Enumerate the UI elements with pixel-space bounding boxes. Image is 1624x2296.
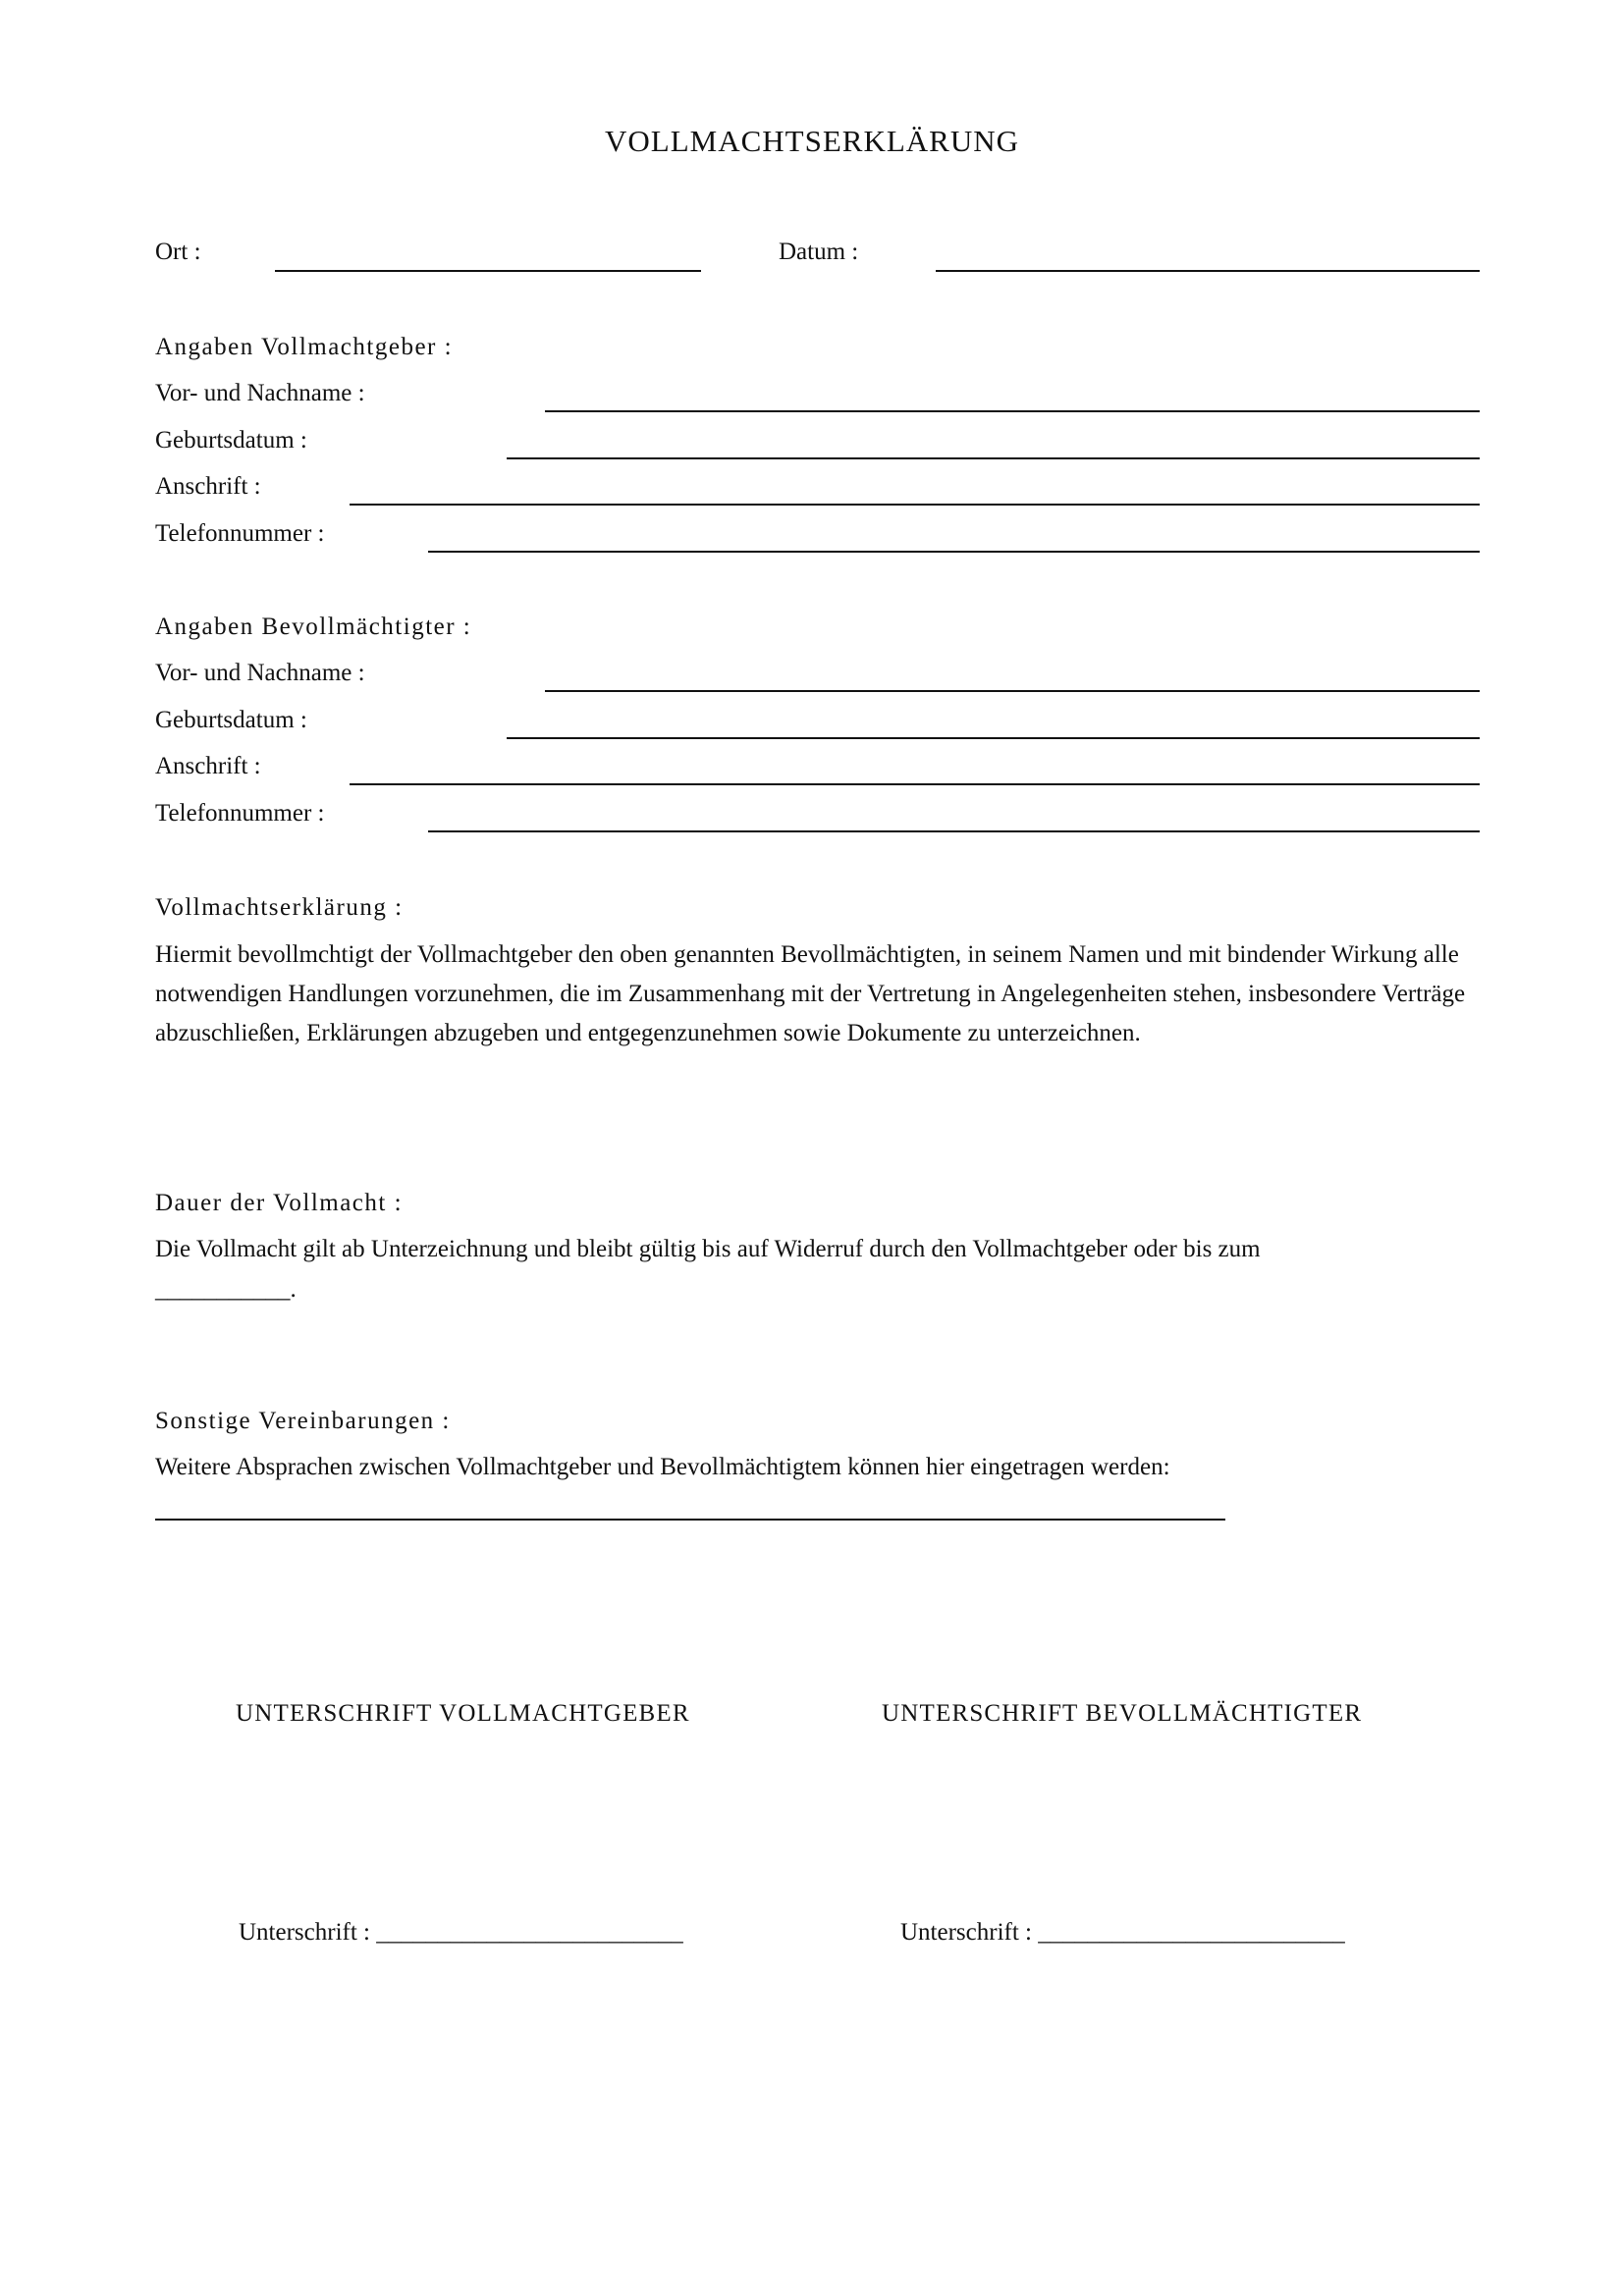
vollmachtgeber-name-line[interactable] — [545, 410, 1480, 412]
bevollmaechtigter-telefon-label: Telefonnummer : — [155, 800, 325, 827]
vollmachtgeber-geburtsdatum-label: Geburtsdatum : — [155, 427, 307, 454]
document-title: VOLLMACHTSERKLÄRUNG — [605, 124, 1019, 158]
vollmachtgeber-name-label: Vor- und Nachname : — [155, 380, 365, 406]
bevollmaechtigter-anschrift-label: Anschrift : — [155, 753, 261, 779]
dauer-text: Die Vollmacht gilt ab Unterzeichnung und bleibt gültig bis auf Widerruf durch den Vollmachtgeber oder bis zum — [155, 1236, 1261, 1262]
vollmachtgeber-anschrift-line[interactable] — [350, 504, 1480, 506]
bevollmaechtigter-geburtsdatum-label: Geburtsdatum : — [155, 707, 307, 733]
bevollmaechtigter-heading: Angaben Bevollmächtigter : — [155, 614, 472, 640]
bevollmaechtigter-name-line[interactable] — [545, 690, 1480, 692]
datum-label: Datum : — [779, 239, 859, 265]
dauer-blank[interactable]: ___________. — [155, 1276, 297, 1303]
erklaerung-text: Hiermit bevollmchtigt der Vollmachtgeber den oben genannten Bevollmächtigten, in seinem Namen und mit bindender Wirkung alle notwendigen Handlungen vorzunehmen, die im Zusammenhang mit der Vertretung in Angelegenheiten stehen, insbesondere Verträge abzuschließen, Erklärungen abzugeben und entgegenzunehmen sowie Dokumente zu unterzeichnen. — [155, 941, 1466, 1046]
vollmachtgeber-telefon-line[interactable] — [428, 551, 1480, 553]
vollmachtgeber-anschrift-label: Anschrift : — [155, 473, 261, 500]
sonstige-heading: Sonstige Vereinbarungen : — [155, 1408, 451, 1434]
erklaerung-heading: Vollmachtserklärung : — [155, 894, 404, 921]
bevollmaechtigter-anschrift-line[interactable] — [350, 783, 1480, 785]
signature-field-vollmachtgeber[interactable]: Unterschrift : _________________________ — [239, 1919, 683, 1946]
ort-label: Ort : — [155, 239, 201, 265]
sonstige-text: Weitere Absprachen zwischen Vollmachtgeber und Bevollmächtigtem können hier eingetragen werden: — [155, 1454, 1170, 1480]
bevollmaechtigter-telefon-line[interactable] — [428, 830, 1480, 832]
sonstige-blank-line[interactable] — [155, 1519, 1225, 1521]
vollmachtgeber-telefon-label: Telefonnummer : — [155, 520, 325, 547]
ort-field-line[interactable] — [275, 270, 701, 272]
vollmachtgeber-heading: Angaben Vollmachtgeber : — [155, 334, 454, 360]
dauer-heading: Dauer der Vollmacht : — [155, 1190, 404, 1216]
signature-heading-bevollmaechtigter: UNTERSCHRIFT BEVOLLMÄCHTIGTER — [882, 1700, 1363, 1727]
bevollmaechtigter-geburtsdatum-line[interactable] — [507, 737, 1480, 739]
signature-heading-vollmachtgeber: UNTERSCHRIFT VOLLMACHTGEBER — [236, 1700, 690, 1727]
signature-field-bevollmaechtigter[interactable]: Unterschrift : _________________________ — [900, 1919, 1345, 1946]
bevollmaechtigter-name-label: Vor- und Nachname : — [155, 660, 365, 686]
vollmachtgeber-geburtsdatum-line[interactable] — [507, 457, 1480, 459]
datum-field-line[interactable] — [936, 270, 1480, 272]
